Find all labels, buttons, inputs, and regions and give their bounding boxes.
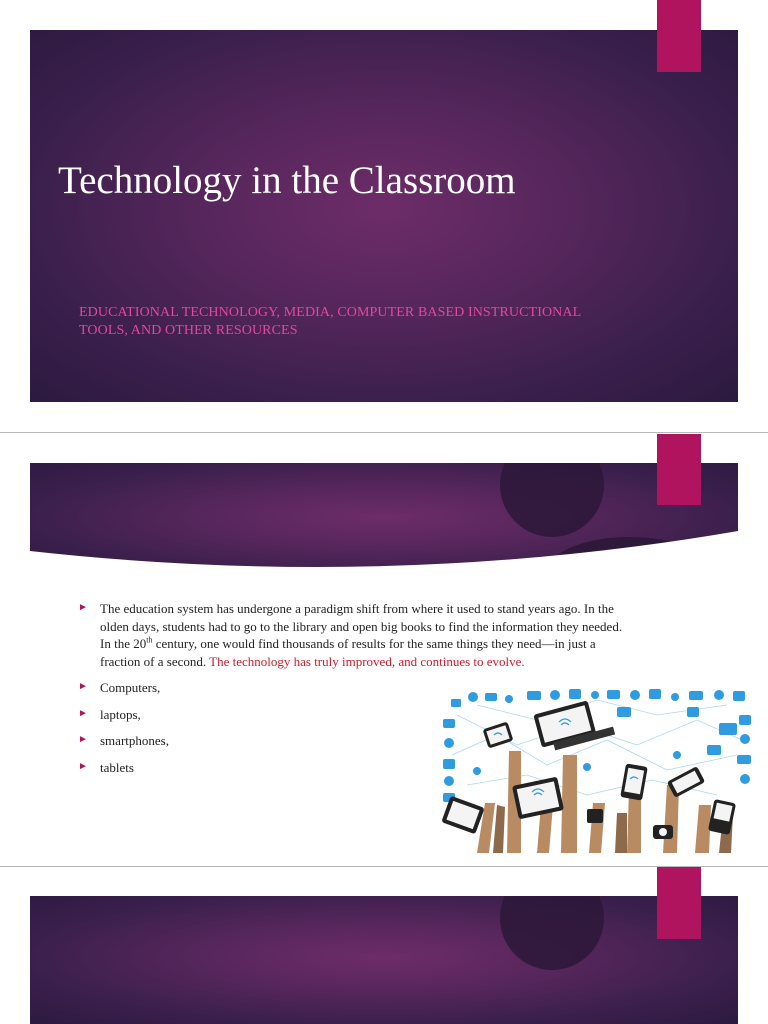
ordinal-suffix: th <box>146 635 153 645</box>
bullet-item-label: Computers, <box>100 680 161 695</box>
slide-divider <box>0 866 768 867</box>
bullet-arrow-icon: ► <box>78 707 88 719</box>
slide3-banner <box>30 896 738 1024</box>
slide1-banner <box>30 30 738 402</box>
slide-subtitle: EDUCATIONAL TECHNOLOGY, MEDIA, COMPUTER BASED INSTRUCTIONAL TOOLS, AND OTHER RESOURCES <box>79 305 581 338</box>
bullet-item-label: smartphones, <box>100 733 169 748</box>
accent-tab <box>657 434 701 505</box>
hands-holding-devices-icon <box>437 685 757 853</box>
banner-decor <box>30 463 738 576</box>
bullet-item-label: laptops, <box>100 706 141 722</box>
bullet-arrow-icon: ► <box>78 760 88 772</box>
bullet-arrow-icon: ► <box>78 602 88 613</box>
accent-tab <box>657 0 701 72</box>
paragraph-text-cont: century, one would find thousands of results for the same things they need—in just a fraction of a second. <box>100 636 596 669</box>
accent-tab <box>657 867 701 939</box>
bullet-arrow-icon: ► <box>78 681 88 692</box>
banner-decor <box>30 896 738 1024</box>
slide-title: Technology in the Classroom <box>58 159 516 202</box>
bullet-item-label: tablets <box>100 759 134 775</box>
highlight-text: The technology has truly improved, and continues to evolve. <box>209 653 525 669</box>
paragraph-text: The education system has undergone a paradigm shift from where it used to stand years ago. In the olden days, students had to go to the library and open big books to find the information they needed. In the 20 <box>100 601 623 651</box>
slide2-banner <box>30 463 738 576</box>
bullet-paragraph <box>78 600 623 670</box>
slide-divider <box>0 432 768 433</box>
bullet-arrow-icon: ► <box>78 734 88 745</box>
